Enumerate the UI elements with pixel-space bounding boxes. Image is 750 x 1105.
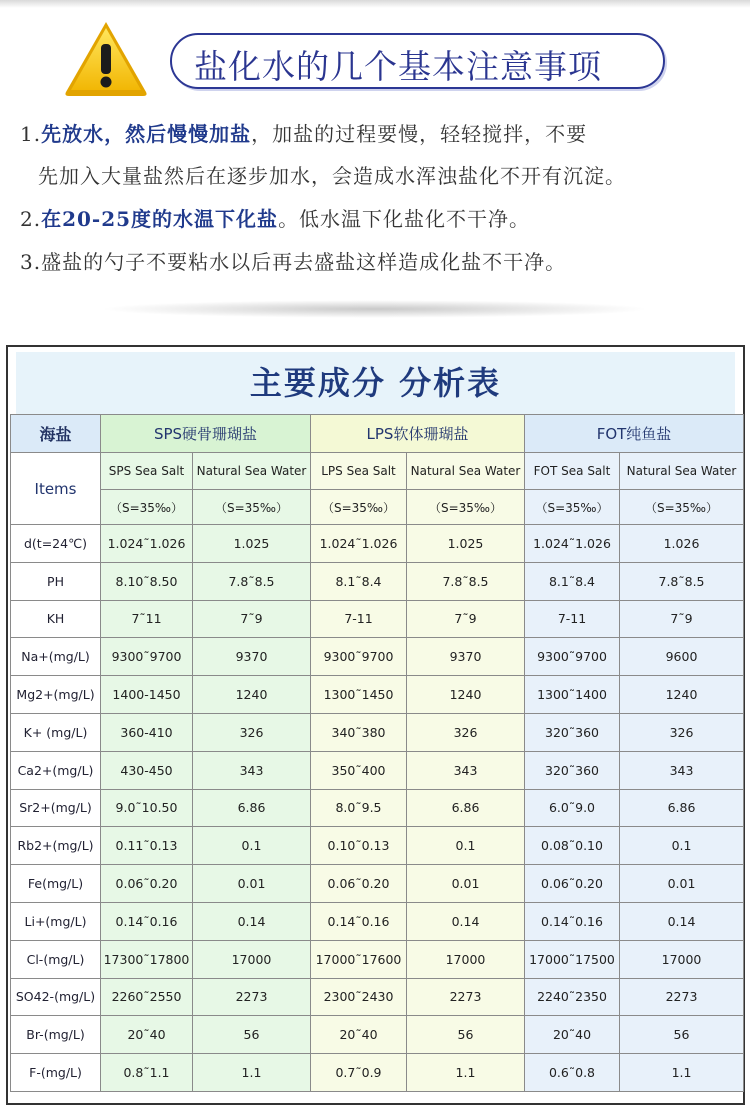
value-cell: 17000 xyxy=(407,940,525,978)
value-cell: 56 xyxy=(407,1016,525,1054)
row-label: Mg2+(mg/L) xyxy=(11,676,101,714)
value-cell: 56 xyxy=(620,1016,744,1054)
value-cell: 1.1 xyxy=(620,1054,744,1092)
value-cell: 7˜9 xyxy=(193,600,311,638)
composition-table xyxy=(10,414,744,1092)
value-cell: 20˜40 xyxy=(525,1016,620,1054)
value-cell: 8.10˜8.50 xyxy=(101,562,193,600)
table-row xyxy=(11,978,744,1016)
value-cell: 1300˜1400 xyxy=(525,676,620,714)
value-cell: 8.1˜8.4 xyxy=(525,562,620,600)
value-cell: 2273 xyxy=(193,978,311,1016)
table-row xyxy=(11,865,744,903)
value-cell: 0.1 xyxy=(193,827,311,865)
value-cell: 0.10˜0.13 xyxy=(311,827,407,865)
value-cell: 2240˜2350 xyxy=(525,978,620,1016)
value-cell: 17000˜17600 xyxy=(311,940,407,978)
value-cell: 326 xyxy=(620,713,744,751)
value-cell: 1.024˜1.026 xyxy=(525,525,620,563)
table-row xyxy=(11,562,744,600)
item-number: 1. xyxy=(20,122,42,146)
notice-item-2 xyxy=(20,203,530,232)
value-cell: 17000˜17500 xyxy=(525,940,620,978)
salinity-cell: （S=35‰） xyxy=(311,490,407,525)
value-cell: 350˜400 xyxy=(311,751,407,789)
notice-item-3 xyxy=(20,246,566,275)
row-label: Rb2+(mg/L) xyxy=(11,827,101,865)
value-cell: 7.8˜8.5 xyxy=(193,562,311,600)
notice-section xyxy=(0,0,750,320)
item-text: 先加入大量盐然后在逐步加水，会造成水浑浊盐化不开有沉淀。 xyxy=(38,164,626,188)
value-cell: 7˜9 xyxy=(620,600,744,638)
table-row xyxy=(11,525,744,563)
value-cell: 2300˜2430 xyxy=(311,978,407,1016)
table-title: 主要成分 分析表 xyxy=(16,352,735,414)
value-cell: 9600 xyxy=(620,638,744,676)
value-cell: 0.06˜0.20 xyxy=(525,865,620,903)
table-group-header-row xyxy=(11,415,744,453)
table-row xyxy=(11,902,744,940)
value-cell: 9.0˜10.50 xyxy=(101,789,193,827)
table-row xyxy=(11,676,744,714)
value-cell: 0.1 xyxy=(620,827,744,865)
value-cell: 0.14˜0.16 xyxy=(101,902,193,940)
value-cell: 7-11 xyxy=(311,600,407,638)
value-cell: 7.8˜8.5 xyxy=(620,562,744,600)
row-label: Sr2+(mg/L) xyxy=(11,789,101,827)
row-label: PH xyxy=(11,562,101,600)
salinity-cell: （S=35‰） xyxy=(620,490,744,525)
table-row xyxy=(11,1016,744,1054)
value-cell: 326 xyxy=(193,713,311,751)
value-cell: 7˜11 xyxy=(101,600,193,638)
value-cell: 1240 xyxy=(193,676,311,714)
value-cell: 326 xyxy=(407,713,525,751)
value-cell: 1400-1450 xyxy=(101,676,193,714)
value-cell: 1240 xyxy=(620,676,744,714)
value-cell: 0.14 xyxy=(620,902,744,940)
value-cell: 1.025 xyxy=(407,525,525,563)
value-cell: 0.06˜0.20 xyxy=(101,865,193,903)
item-text: 。低水温下化盐化不干净。 xyxy=(278,207,531,231)
value-cell: 7˜9 xyxy=(407,600,525,638)
value-cell: 0.6˜0.8 xyxy=(525,1054,620,1092)
value-cell: 1.1 xyxy=(193,1054,311,1092)
group-header-fot: FOT纯鱼盐 xyxy=(525,415,744,453)
table-row xyxy=(11,713,744,751)
group-header-lps: LPS软体珊瑚盐 xyxy=(311,415,525,453)
value-cell: 7-11 xyxy=(525,600,620,638)
salinity-cell: （S=35‰） xyxy=(193,490,311,525)
value-cell: 8.0˜9.5 xyxy=(311,789,407,827)
row-label: SO42-(mg/L) xyxy=(11,978,101,1016)
value-cell: 6.0˜9.0 xyxy=(525,789,620,827)
table-salinity-row xyxy=(11,490,744,525)
value-cell: 17000 xyxy=(620,940,744,978)
value-cell: 0.08˜0.10 xyxy=(525,827,620,865)
table-row xyxy=(11,940,744,978)
table-row xyxy=(11,751,744,789)
value-cell: 6.86 xyxy=(193,789,311,827)
salinity-cell: （S=35‰） xyxy=(407,490,525,525)
table-row xyxy=(11,600,744,638)
table-row xyxy=(11,1054,744,1092)
item-number: 3. xyxy=(20,250,42,274)
value-cell: 6.86 xyxy=(407,789,525,827)
value-cell: 1240 xyxy=(407,676,525,714)
notice-title-box xyxy=(170,33,665,89)
value-cell: 7.8˜8.5 xyxy=(407,562,525,600)
subheader-cell: FOT Sea Salt xyxy=(525,453,620,490)
value-cell: 0.01 xyxy=(407,865,525,903)
salinity-cell: （S=35‰） xyxy=(525,490,620,525)
value-cell: 0.01 xyxy=(193,865,311,903)
value-cell: 1300˜1450 xyxy=(311,676,407,714)
notice-title: 盐化水的几个基本注意事项 xyxy=(194,47,602,86)
value-cell: 56 xyxy=(193,1016,311,1054)
group-header-sps: SPS硬骨珊瑚盐 xyxy=(101,415,311,453)
value-cell: 343 xyxy=(620,751,744,789)
value-cell: 9300˜9700 xyxy=(101,638,193,676)
value-cell: 1.025 xyxy=(193,525,311,563)
table-row xyxy=(11,638,744,676)
subheader-cell: LPS Sea Salt xyxy=(311,453,407,490)
value-cell: 17300˜17800 xyxy=(101,940,193,978)
value-cell: 8.1˜8.4 xyxy=(311,562,407,600)
subheader-cell: Natural Sea Water xyxy=(620,453,744,490)
row-label: Cl-(mg/L) xyxy=(11,940,101,978)
table-row xyxy=(11,827,744,865)
value-cell: 0.14 xyxy=(407,902,525,940)
items-label: Items xyxy=(11,453,101,525)
section-divider xyxy=(100,300,650,318)
value-cell: 2273 xyxy=(407,978,525,1016)
value-cell: 0.8˜1.1 xyxy=(101,1054,193,1092)
table-subheader-row xyxy=(11,453,744,490)
row-label: Na+(mg/L) xyxy=(11,638,101,676)
notice-item-1-cont xyxy=(38,160,626,189)
value-cell: 0.14 xyxy=(193,902,311,940)
value-cell: 9300˜9700 xyxy=(311,638,407,676)
row-label: K+ (mg/L) xyxy=(11,713,101,751)
value-cell: 343 xyxy=(407,751,525,789)
value-cell: 320˜360 xyxy=(525,713,620,751)
item-emphasis: 先放水，然后慢慢加盐 xyxy=(41,122,252,146)
row-label: Fe(mg/L) xyxy=(11,865,101,903)
item-emphasis: 在20-25度的水温下化盐 xyxy=(41,207,279,231)
subheader-cell: Natural Sea Water xyxy=(407,453,525,490)
row-label: Li+(mg/L) xyxy=(11,902,101,940)
row-label: Br-(mg/L) xyxy=(11,1016,101,1054)
value-cell: 340˜380 xyxy=(311,713,407,751)
salinity-cell: （S=35‰） xyxy=(101,490,193,525)
item-text: ，加盐的过程要慢，轻轻搅拌，不要 xyxy=(251,122,588,146)
item-number: 2. xyxy=(20,207,42,231)
table-row xyxy=(11,789,744,827)
value-cell: 2273 xyxy=(620,978,744,1016)
value-cell: 0.14˜0.16 xyxy=(311,902,407,940)
value-cell: 0.06˜0.20 xyxy=(311,865,407,903)
value-cell: 17000 xyxy=(193,940,311,978)
top-shadow xyxy=(0,0,750,8)
corner-cell: 海盐 xyxy=(11,415,101,453)
value-cell: 2260˜2550 xyxy=(101,978,193,1016)
notice-item-1 xyxy=(20,118,587,147)
value-cell: 320˜360 xyxy=(525,751,620,789)
value-cell: 9300˜9700 xyxy=(525,638,620,676)
value-cell: 20˜40 xyxy=(311,1016,407,1054)
item-text: 盛盐的勺子不要粘水以后再去盛盐这样造成化盐不干净。 xyxy=(41,250,567,274)
value-cell: 343 xyxy=(193,751,311,789)
row-label: F-(mg/L) xyxy=(11,1054,101,1092)
value-cell: 1.024˜1.026 xyxy=(311,525,407,563)
value-cell: 0.01 xyxy=(620,865,744,903)
value-cell: 6.86 xyxy=(620,789,744,827)
row-label: Ca2+(mg/L) xyxy=(11,751,101,789)
value-cell: 430-450 xyxy=(101,751,193,789)
warning-icon xyxy=(62,18,150,98)
value-cell: 9370 xyxy=(407,638,525,676)
value-cell: 360-410 xyxy=(101,713,193,751)
value-cell: 20˜40 xyxy=(101,1016,193,1054)
value-cell: 9370 xyxy=(193,638,311,676)
composition-table-panel xyxy=(6,345,745,1105)
subheader-cell: Natural Sea Water xyxy=(193,453,311,490)
subheader-cell: SPS Sea Salt xyxy=(101,453,193,490)
value-cell: 1.024˜1.026 xyxy=(101,525,193,563)
value-cell: 0.1 xyxy=(407,827,525,865)
value-cell: 0.7˜0.9 xyxy=(311,1054,407,1092)
value-cell: 1.1 xyxy=(407,1054,525,1092)
value-cell: 0.11˜0.13 xyxy=(101,827,193,865)
value-cell: 0.14˜0.16 xyxy=(525,902,620,940)
value-cell: 1.026 xyxy=(620,525,744,563)
row-label: KH xyxy=(11,600,101,638)
row-label: d(t=24℃) xyxy=(11,525,101,563)
